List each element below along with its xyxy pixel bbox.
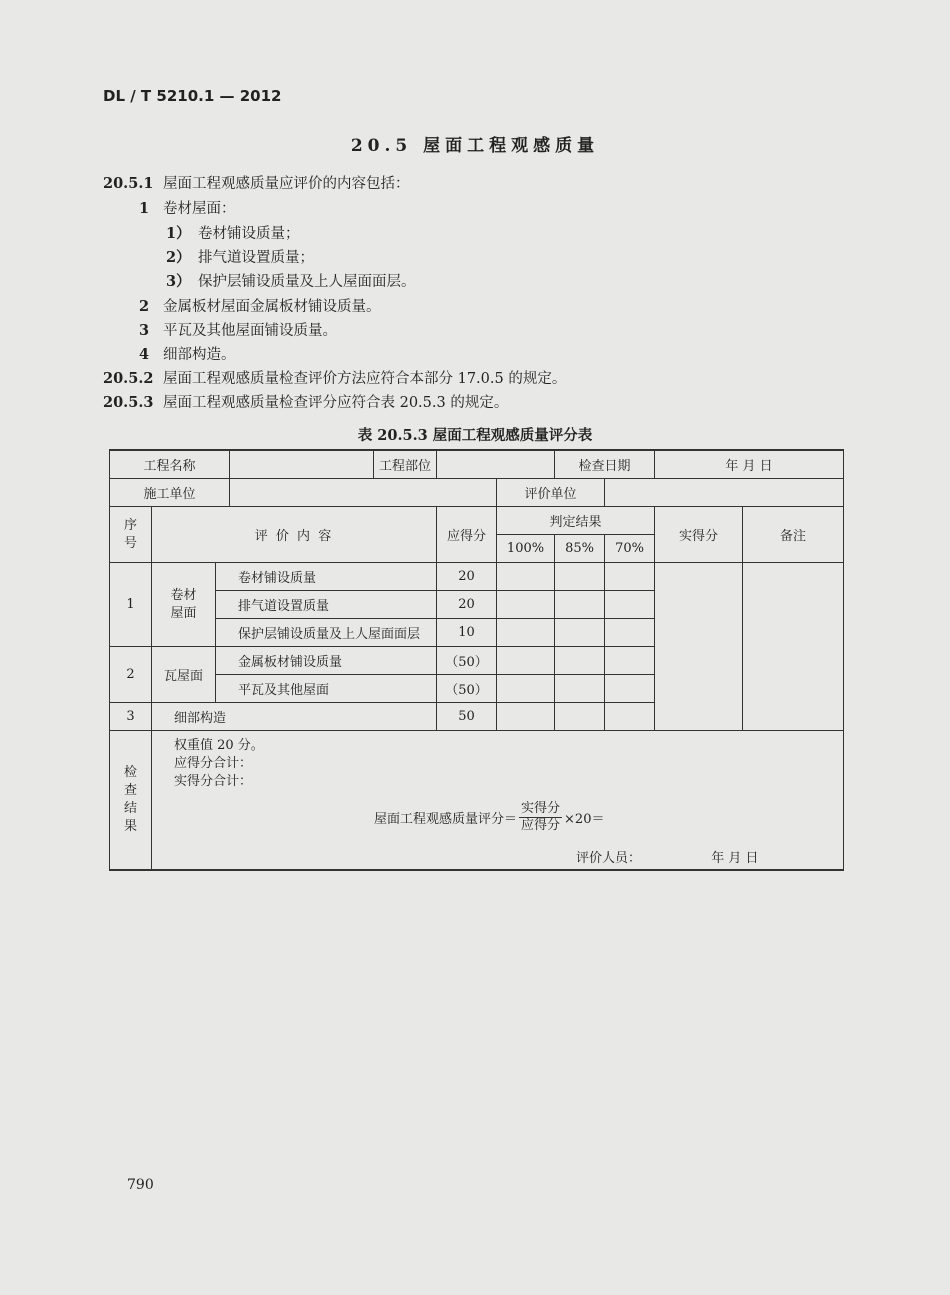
list-item [166, 270, 416, 291]
clause-text: 屋面工程观感质量应评价的内容包括： [163, 176, 410, 192]
item-score: 20 [437, 563, 497, 591]
item-score: 20 [437, 591, 497, 619]
judge-cell [497, 591, 555, 619]
judge-85: 85% [555, 535, 605, 563]
judge-cell [497, 703, 555, 731]
project-name-label: 工程名称 [110, 450, 230, 479]
clause-number: 20.5.2 [103, 370, 154, 387]
judge-cell [605, 591, 655, 619]
document-header: DL / T 5210.1 — 2012 [103, 87, 282, 105]
judge-cell [605, 675, 655, 703]
summary-lines [174, 737, 264, 791]
judge-cell [497, 563, 555, 591]
item-text: 金属板材屋面金属板材铺设质量。 [163, 299, 381, 315]
group-number: 1 [110, 563, 152, 647]
clause-20-5-3 [103, 391, 508, 412]
group-name: 瓦屋面 [152, 647, 216, 703]
item-number: 2） [166, 249, 191, 266]
page-number: 790 [127, 1177, 154, 1193]
check-date-value: 年 月 日 [655, 450, 844, 479]
judge-cell [555, 619, 605, 647]
formula-prefix: 屋面工程观感质量评分＝ [374, 812, 518, 827]
formula-suffix: ×20＝ [564, 812, 605, 827]
item-number: 1 [139, 200, 150, 217]
due-score-header: 应得分 [437, 507, 497, 563]
item-text: 细部构造。 [163, 347, 236, 363]
formula-denominator: 应得分 [521, 818, 561, 833]
judge-header: 判定结果 [497, 507, 655, 535]
clause-text: 屋面工程观感质量检查评分应符合表 20.5.3 的规定。 [163, 395, 509, 411]
judge-cell [605, 563, 655, 591]
item-name: 卷材铺设质量 [216, 563, 437, 591]
actual-total-text: 实得分合计： [174, 774, 253, 789]
item-text: 卷材铺设质量； [198, 226, 300, 242]
eval-unit-label: 评价单位 [497, 479, 605, 507]
list-item [166, 222, 300, 243]
result-summary [152, 731, 843, 869]
score-formula [374, 801, 604, 834]
clause-number: 20.5.3 [103, 394, 154, 411]
result-label: 检 查 结 果 [110, 731, 152, 871]
remark-cell [743, 563, 844, 731]
list-item [139, 319, 337, 340]
item-text: 平瓦及其他屋面铺设质量。 [163, 323, 337, 339]
judge-cell [555, 563, 605, 591]
item-name: 排气道设置质量 [216, 591, 437, 619]
judge-cell [555, 591, 605, 619]
judge-cell [497, 647, 555, 675]
construction-unit-label: 施工单位 [110, 479, 230, 507]
judge-cell [605, 703, 655, 731]
group-name: 卷材 屋面 [152, 563, 216, 647]
judge-cell [605, 619, 655, 647]
item-name: 细部构造 [152, 703, 437, 731]
item-score: 50 [437, 703, 497, 731]
due-total-text: 应得分合计： [174, 756, 253, 771]
actual-score-header: 实得分 [655, 507, 743, 563]
judge-70: 70% [605, 535, 655, 563]
judge-cell [555, 703, 605, 731]
score-table [109, 449, 844, 871]
eval-unit-value [605, 479, 844, 507]
table-caption: 表 20.5.3 屋面工程观感质量评分表 [357, 427, 593, 444]
list-item [139, 197, 236, 218]
weight-text: 权重值 20 分。 [174, 738, 264, 753]
judge-cell [497, 619, 555, 647]
clause-text: 屋面工程观感质量检查评价方法应符合本部分 17.0.5 的规定。 [163, 371, 567, 387]
table-row [110, 563, 844, 591]
evaluator-label: 评价人员： [576, 851, 642, 866]
clause-20-5-1 [103, 172, 410, 193]
content-header: 评 价 内 容 [152, 507, 437, 563]
list-item [139, 295, 381, 316]
table-row [110, 450, 844, 479]
result-cell [152, 731, 844, 871]
item-number: 2 [139, 298, 150, 315]
judge-cell [497, 675, 555, 703]
formula-numerator: 实得分 [521, 801, 561, 816]
project-part-label: 工程部位 [374, 450, 437, 479]
table-row [110, 507, 844, 535]
item-score: （50） [437, 675, 497, 703]
list-item [139, 343, 236, 364]
item-text: 保护层铺设质量及上人屋面面层。 [198, 274, 416, 290]
check-date-label: 检查日期 [555, 450, 655, 479]
judge-cell [555, 675, 605, 703]
group-number: 3 [110, 703, 152, 731]
clause-20-5-2 [103, 367, 566, 388]
actual-score-cell [655, 563, 743, 731]
table-row [110, 731, 844, 871]
eval-date: 年 月 日 [711, 851, 759, 866]
item-score: 10 [437, 619, 497, 647]
item-number: 1） [166, 225, 191, 242]
item-score: （50） [437, 647, 497, 675]
project-name-value [230, 450, 374, 479]
judge-cell [555, 647, 605, 675]
remark-header: 备注 [743, 507, 844, 563]
list-item [166, 246, 314, 267]
item-number: 3 [139, 322, 150, 339]
item-text: 排气道设置质量； [198, 250, 314, 266]
item-number: 3） [166, 273, 191, 290]
item-name: 平瓦及其他屋面 [216, 675, 437, 703]
item-name: 保护层铺设质量及上人屋面面层 [216, 619, 437, 647]
item-name: 金属板材铺设质量 [216, 647, 437, 675]
clause-number: 20.5.1 [103, 175, 154, 192]
construction-unit-value [230, 479, 497, 507]
group-number: 2 [110, 647, 152, 703]
seq-header: 序 号 [110, 507, 152, 563]
judge-cell [605, 647, 655, 675]
project-part-value [437, 450, 555, 479]
section-title: 20.5 屋面工程观感质量 [350, 136, 600, 156]
judge-100: 100% [497, 535, 555, 563]
item-number: 4 [139, 346, 150, 363]
table-row [110, 479, 844, 507]
signature-line [576, 847, 759, 866]
formula-fraction [519, 801, 562, 834]
item-text: 卷材屋面： [163, 201, 236, 217]
